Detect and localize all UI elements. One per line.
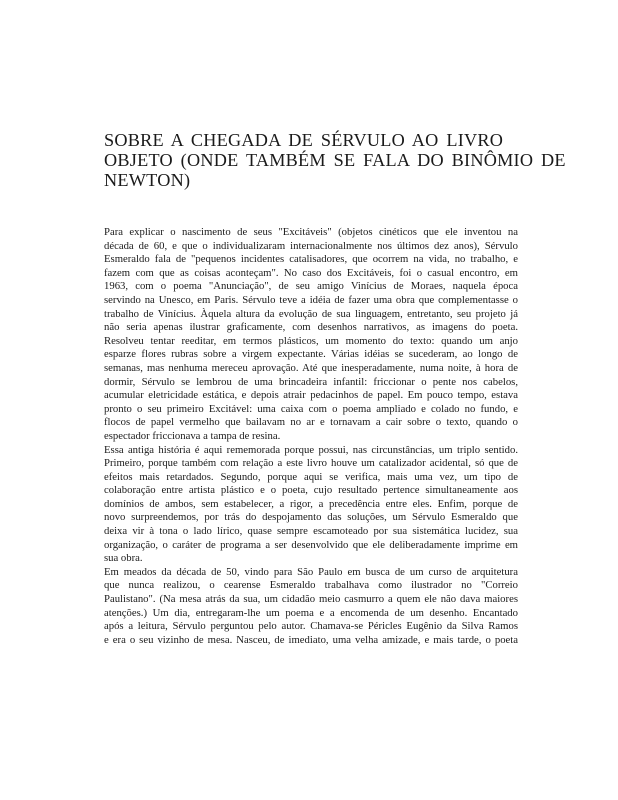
paragraph-2: [104, 444, 518, 566]
text-line: e era o seu vizinho de mesa. Nasceu, de imediato, uma velha amizade, e mais tarde, o poeta: [104, 633, 518, 646]
text-line: Em meados da década de 50, vindo para São Paulo em busca de um curso de arquitetura: [104, 565, 518, 578]
title-line: OBJETO (ONDE TAMBÉM SE FALA DO BINÔMIO DE: [104, 150, 566, 170]
text-line: Essa antiga história é aqui rememorada porque possui, nas circunstâncias, um triplo sentido.: [104, 443, 518, 456]
text-line: Esmeraldo fala de "pequenos incidentes catalisadores, que ocorrem na vida, no trabalho, e: [104, 253, 518, 266]
title-line: NEWTON): [104, 170, 191, 190]
text-line: acumular eletricidade estática, e depois atrair pedacinhos de papel. Em pouco tempo, estava: [104, 389, 518, 402]
text-line: esparze flores rubras sobre a virgem expectante. Várias idéias se sucederam, ao longo de: [104, 348, 518, 361]
text-line: servindo na Unesco, em Paris. Sérvulo teve a idéia de fazer uma obra que complementasse o: [104, 293, 518, 306]
text-line: flocos de papel vermelho que bailavam no ar e tornavam a cair sobre o texto, quando o: [104, 416, 518, 429]
text-line: não seria apenas ilustrar graficamente, com desenhos narrativos, as imagens do poeta.: [104, 321, 518, 334]
text-line: deixa vir à tona o lado lírico, quase sempre escamoteado por sua sistemática lucidez, sua: [104, 525, 518, 538]
page-title: [104, 130, 566, 190]
text-line: após a leitura, Sérvulo perguntou pelo autor. Chamava-se Péricles Eugênio da Silva Ramos: [104, 620, 518, 633]
text-line: colaboração entre artista plástico e o poeta, cujo resultado pertence simultaneamente aos: [104, 484, 518, 497]
text-line: Resolveu tentar reeditar, em termos plásticos, um momento do texto: quando um anjo: [104, 334, 518, 347]
text-line: atenções.) Um dia, entregaram-lhe um poema e a encomenda de um desenho. Encantado: [104, 606, 518, 619]
text-line: Para explicar o nascimento de seus "Excitáveis" (objetos cinéticos que ele inventou na: [104, 226, 518, 238]
text-line: Primeiro, porque também com relação a este livro houve um catalizador acidental, só que de: [104, 457, 518, 470]
text-line: novo surpreendemos, por trás do despojamento das soluções, um Sérvulo Esmeraldo que: [104, 511, 518, 524]
article-body: [104, 226, 518, 647]
text-line: espectador friccionava a tampa de resina.: [104, 429, 281, 442]
text-line: semanas, mas nenhuma mereceu aprovação. Até que inesperadamente, numa noite, à hora de: [104, 361, 518, 374]
title-line: SOBRE A CHEGADA DE SÉRVULO AO LIVRO: [104, 130, 504, 150]
text-line: trabalho de Vinícius. Àquela altura da evolução de sua linguagem, entretanto, seu projeto já: [104, 307, 518, 320]
text-line: sua obra.: [104, 552, 143, 565]
text-line: 1963, com o poema "Anunciação", de seu amigo Vinícius de Moraes, naquela época: [104, 280, 518, 293]
paragraph-3: [104, 566, 518, 648]
text-line: organização, o caráter de programa a ser desenvolvido que ele deliberadamente imprime em: [104, 538, 518, 551]
text-line: domínios de ambos, sem estabelecer, a rigor, a precedência entre eles. Enfim, porque de: [104, 497, 518, 510]
text-line: que nunca realizou, o cearense Esmeraldo trabalhava como ilustrador no "Correio: [104, 579, 518, 592]
text-line: dormir, Sérvulo se lembrou de uma brincadeira infantil: friccionar o pente nos cabelos,: [104, 375, 518, 388]
text-line: década de 60, e que o individualizaram internacionalmente nos últimos dez anos), Sérvulo: [104, 239, 518, 252]
text-line: pronto o seu primeiro Excitável: uma caixa com o poema ampliado e colado no fundo, e: [104, 402, 518, 415]
text-line: Paulistano". (Na mesa atrás da sua, um cidadão meio casmurro a quem ele não dava maiores: [104, 593, 518, 606]
paragraph-1: [104, 226, 518, 444]
text-line: efeitos mais retardados. Segundo, porque aqui se verifica, mais uma vez, um tipo de: [104, 470, 518, 483]
text-line: fazem com que as coisas aconteçam". No caso dos Excitáveis, foi o casual encontro, em: [104, 266, 518, 279]
